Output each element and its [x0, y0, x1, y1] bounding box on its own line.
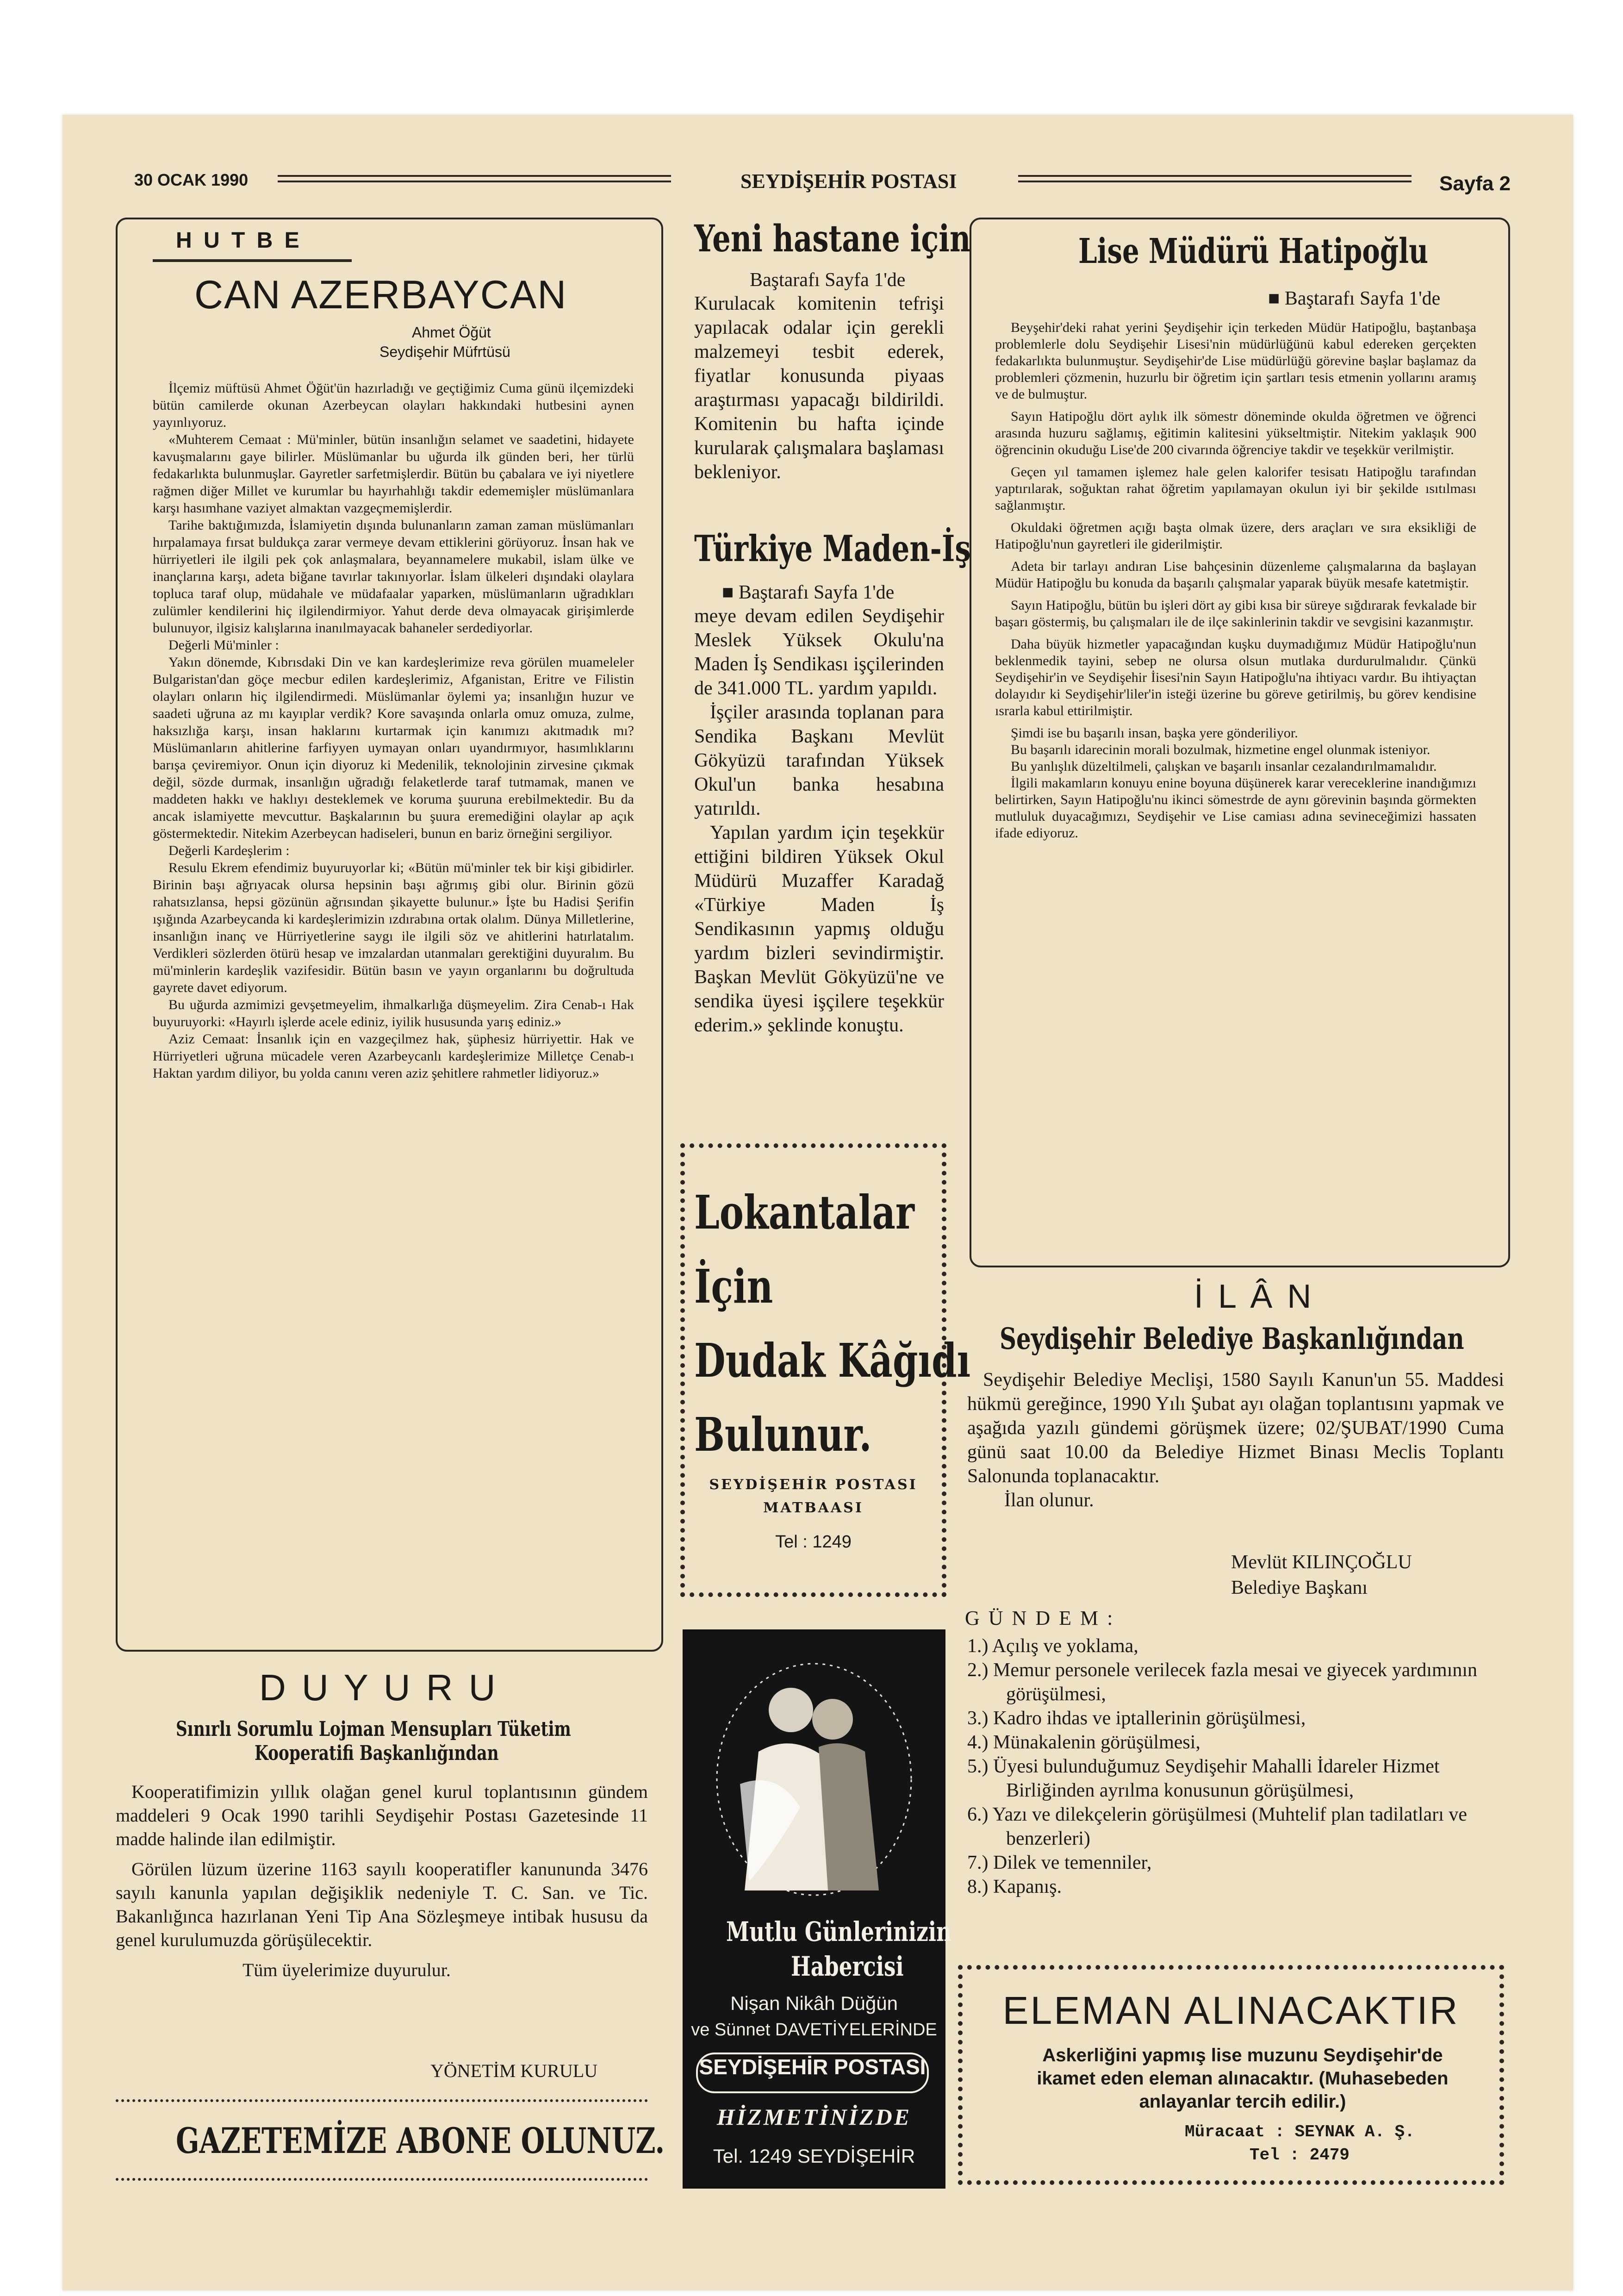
ilan-title: İ L Â N: [1194, 1278, 1314, 1315]
duyuru-paragraph: Tüm üyelerimize duyurulur.: [243, 1959, 451, 1980]
ad-line: ve Sünnet DAVETİYELERİNDE: [691, 2020, 937, 2040]
lise-paragraph: Daha büyük hizmetler yapacağından kuşku duymadığımız Müdür Hatipoğlu'nun beklenmedik tayini, sebep ne olursa olsun mutlaka durdurulmalıdır. Çünkü Seydişehir'in ve Seydişehir İisesi'nin Sayın Hatipoğlu'na ihtiyacı vardır. Bu ihtiyaçtan dolayıdır ki Seydişehir'liler'in isteği üzerine bu göreve getirilmiş, bu görev kendisine ısrarla kabul ettirilmiştir.: [995, 636, 1476, 718]
eleman-phone: Tel : 2479: [1250, 2146, 1350, 2165]
ilan-paragraph: Seydişehir Belediye Meclişi, 1580 Sayılı Kanun'un 55. Maddesi hükmü gereğince, 1990 Yılı Şubat ayı olağan toplantısını yapmak ve aşağıda yazılı gündemi görüşmek üzere; 02/ŞUBAT/1990 Cuma günü saat 10.00 da Belediye Hizmet Binası Meclis Toplantı Salonunda toplanacaktır.: [967, 1369, 1504, 1487]
newspaper-name: SEYDİŞEHİR POSTASI: [740, 170, 957, 193]
ad-line: Nişan Nikâh Düğün: [730, 1992, 898, 2014]
hutbe-paragraph: Tarihe baktığımızda, İslamiyetin dışında bulunanların zaman zaman müslümanları hırpalamaya fırsat buldukça zarar vermeye devam ettiklerini görüyoruz. İnsan hak ve hürriyetleri ile ilgili pek çok anlaşmalara, beyannamelere mukabil, islam ülke ve inançlarına karşı, adeta biğane tavırlar takınıyorlar. İslam ülkeleri dışındaki olaylara topluca taraf olup, müdahale ve müdafaalar yaparken, müslümanların uğradıkları zulümler kendilerini hiç ilgilendirmiyor. Yahut derde deva olmayacak girişimlerde bulunuyor, ilgisiz kalışlarına inanılmayacak bahaneler serdediyorlar.: [153, 518, 634, 636]
hutbe-author-title: Seydişehir Müfrtüsü: [379, 343, 510, 360]
lokanta-ad: [680, 1143, 971, 1597]
ad-line: Lokantalar: [694, 1185, 915, 1240]
eleman-ad: [958, 1965, 1504, 2185]
maden-paragraph: meye devam edilen Seydişehir Meslek Yüksek Okulu'na Maden İş Sendikası işçilerinden de 341.000 TL. yardım yapıldı.: [694, 605, 944, 699]
divider: [116, 2099, 648, 2109]
ad-line: Mutlu Günlerinizin: [726, 1916, 951, 1947]
duyuru-subtitle-1: Sınırlı Sorumlu Lojman Mensupları Tüketim: [176, 1717, 571, 1741]
subscribe-banner: GAZETEMİZE ABONE OLUNUZ.: [176, 2120, 665, 2161]
hutbe-author: Ahmet Öğüt: [412, 324, 491, 341]
lise-paragraph: Bu başarılı idarecinin morali bozulmak, hizmetine engel olunmak isteniyor.: [1011, 742, 1430, 757]
hutbe-paragraph: Resulu Ekrem efendimiz buyuruyorlar ki; «Bütün mü'minler tek bir kişi gibidirler. Birinin başı ağrıyacak olursa hepsinin başı ağrımış gibi olur. Birinin gözü rahatsızlansa, hepsi gözünün ağrısından şikayette bulunur.» İşte bu Hadisi Şerifin ışığında Azarbeycanda ki kardeşlerimizin ızdırabına ortak olalım. Dünya Milletlerine, insanlığın inanç ve Hürriyetlerine saygı ile ilgili söz ve ahitlerini hatırlatalım. Verdikleri sözlerden ötürü hesap ve imzalardan utanmaları gerektiğini duyuralım. Bu mü'minlerin kardeşlik vazifesidir. Bütün basın ve yayın organlarını bu doğrultuda gayrete davet ediyorum.: [153, 860, 634, 995]
hutbe-paragraph: «Muhterem Cemaat : Mü'minler, bütün insanlığın selamet ve saadetini, hidayete kavuşmalarını gaye bilirler. Müslümanlar bu uğurda ilk günden beri, her türlü fedakarlıkta bulunmuşlar. Gayretler sarfetmişlerdir. Bütün bu çabalara ve iyi niyetlere rağmen diğer Millet ve kurumlar bu hayırhahlığı takdir edememişler müslümanlara karşı hasımhane vaziyet almaktan vazgeçmemişlerdir.: [153, 432, 634, 516]
gundem-title: G Ü N D E M :: [965, 1607, 1115, 1629]
ad-phone: Tel : 1249: [775, 1532, 852, 1552]
ad-line: HİZMETİNİZDE: [716, 2104, 912, 2130]
lise-continuation: ■ Baştarafı Sayfa 1'de: [1268, 288, 1441, 309]
duyuru-body: [116, 1780, 648, 1982]
lise-title: Lise Müdürü Hatipoğlu: [1078, 231, 1429, 271]
lise-paragraph: Beyşehir'deki rahat yerini Şeydişehir için terkeden Müdür Hatipoğlu, baştanbaşa problemlerle dolu Seydişehir Lisesi'nin müdürlüğünü kabul edereken gerçekten fedakarlıkta bulunmuştur. Seydişehir'de Lise müdürlüğü görevine başlar başlamaz da problemleri çözmenin, huzurlu bir öğretim için şartları tesis etmenin yollarını aramış ve de bulmuştur.: [995, 320, 1476, 402]
kicker-underline: [153, 259, 352, 262]
wedding-couple-illustration: [684, 1631, 944, 1909]
duyuru-paragraph: Kooperatifimizin yıllık olağan genel kurul toplantısının gündem maddeleri 9 Ocak 1990 tarihli Seydişehir Postası Gazetesinde 11 madde halinde ilan edilmiştir.: [116, 1781, 648, 1849]
ilan-subtitle: Seydişehir Belediye Başkanlığından: [1000, 1322, 1464, 1356]
duyuru-title: D U Y U R U: [259, 1667, 498, 1708]
eleman-body: Askerliğini yapmış lise muzunu Seydişehir'de ikamet eden eleman alınacaktır. (Muhasebeden anlayanlar tercih edilir.): [1037, 2045, 1449, 2112]
duyuru-signature: YÖNETİM KURULU: [430, 2060, 598, 2081]
maden-continuation: ■ Baştarafı Sayfa 1'de: [722, 582, 895, 603]
gundem-item: 2.) Memur personele verilecek fazla mesai ve giyecek yardımının görüşülmesi,: [967, 1660, 1478, 1705]
lise-paragraph: İlgili makamların konuyu enine boyuna düşünerek karar vereceklerine inandığımızı belirtirken, Sayın Hatipoğlu'nu ikinci sömestrde de aynı görevinin başında görmekten mutluluk duyacağımızı, Seydişehir ve Lise camiası adına sevineceğimizi hassaten ifade ediyoruz.: [995, 775, 1476, 841]
lise-body: [995, 319, 1476, 842]
ad-line: Bulunur.: [694, 1407, 872, 1462]
eleman-contact: Müracaat : SEYNAK A. Ş.: [1185, 2122, 1415, 2141]
lise-paragraph: Bu yanlışlık düzeltilmeli, çalışkan ve başarılı insanlar cezalandırılmamalıdır.: [1011, 759, 1437, 774]
maden-title: Türkiye Maden-İş: [694, 528, 971, 570]
ilan-closing: İlan olunur.: [1004, 1490, 1094, 1511]
gundem-item: 3.) Kadro ihdas ve iptallerinin görüşülmesi,: [967, 1708, 1306, 1729]
maden-body: [694, 604, 944, 1037]
maden-paragraph: Yapılan yardım için teşekkür ettiğini bildiren Yüksek Okul Müdürü Muzaffer Karadağ «Türkiye Maden İş Sendikasının yapmış olduğu yardım bizleri sevindirmiştir. Başkan Mevlüt Gökyüzü'ne ve sendika üyesi işçilere teşekkür ederim.» şeklinde konuştu.: [694, 822, 944, 1036]
hastane-continuation: Baştarafı Sayfa 1'de: [750, 269, 906, 291]
ilan-body: [967, 1368, 1504, 1512]
gundem-item: 6.) Yazı ve dilekçelerin görüşülmesi (Muhtelif plan tadilatları ve benzerleri): [967, 1804, 1468, 1849]
ad-line: Dudak Kâğıdı: [694, 1333, 971, 1388]
hutbe-body: [153, 380, 634, 1082]
hutbe-paragraph: Değerli Kardeşlerim :: [168, 843, 290, 858]
ad-firm: MATBAASI: [763, 1500, 864, 1516]
gundem-list: [967, 1634, 1504, 1899]
duyuru-subtitle-2: Kooperatifi Başkanlığından: [255, 1741, 499, 1765]
hutbe-paragraph: İlçemiz müftüsü Ahmet Öğüt'ün hazırladığı ve geçtiğimiz Cuma günü ilçemizdeki bütün camilerde okunan Azerbeycan olayları hakkındaki hutbesini aynen yayınlıyoruz.: [153, 381, 634, 430]
davetiye-ad: [683, 1629, 951, 2189]
hutbe-paragraph: Yakın dönemde, Kıbrısdaki Din ve kan kardeşlerimize reva görülen muameleler Bulgaristan'dan göçe mecbur edilen kardeşlerimiz, Afganistan, Eritre ve Filistin olayları onların hiç ilgilendirmedi. Müslümanlar öylemi ya; insanlığın huzur ve saadeti uğruna az mı kayıplar verdik? Kore savaşında onlarla omuz omuza, zulme, haksızlığa karşı, insan haklarını kurtarmak için kanımızı akıtmadık mı? Müslümanların ahitlerine farfiyyen uymayan onları uyandırmıyor, hasımlıklarını barışa çeviremiyor. Onun için diyoruz ki Medenilik, teknolojinin zirvesine çıkmak değil, sözde durmak, insanlığın uğradığı felaketlerde taraf tutmamak, manen ve maddeten hakkı ve haklıyı desteklemek ve koruma şuuruna erebilmektedir. Bu da ancak islamiyette mevcuttur. Başkalarının bu şuura eremediğini olaylar ap açık göstermektedir. Nitekim Azerbeycan hadiseleri, bunun en bariz örneğini sergiliyor.: [153, 655, 634, 841]
hutbe-title: CAN AZERBAYCAN: [194, 273, 567, 317]
ad-firm-badge: SEYDİŞEHİR POSTASI: [696, 2053, 929, 2093]
divider: [116, 2178, 648, 2187]
lise-paragraph: Okuldaki öğretmen açığı başta olmak üzere, ders araçları ve sıra eksikliği de Hatipoğlu'nun gayretleri ile giderilmiştir.: [995, 520, 1476, 552]
ilan-sign-title: Belediye Başkanı: [1231, 1577, 1368, 1598]
gundem-item: 4.) Münakalenin görüşülmesi,: [967, 1732, 1200, 1753]
issue-date: 30 OCAK 1990: [134, 170, 249, 189]
gundem-item: 1.) Açılış ve yoklama,: [967, 1635, 1138, 1657]
duyuru-paragraph: Görülen lüzum üzerine 1163 sayılı kooperatifler kanununda 3476 sayılı kanunla yapılan değişiklik nedeniyle T. C. San. ve Tic. Bakanlığınca hazırlanan Yeni Tip Ana Sözleşmeye intibak hususu da genel kurulumuzda görüşülecektir.: [116, 1859, 648, 1950]
ad-firm: SEYDİŞEHİR POSTASI: [709, 1477, 918, 1493]
gundem-item: 7.) Dilek ve temenniler,: [967, 1852, 1152, 1873]
gundem-item: 5.) Üyesi bulunduğumuz Seydişehir Mahalli İdareler Hizmet Birliğinden ayrılma konusunun görüşülmesi,: [967, 1756, 1440, 1801]
ad-line: İçin: [694, 1259, 773, 1314]
header-rule-left: [278, 175, 671, 182]
ilan-sign-name: Mevlüt KILINÇOĞLU: [1231, 1552, 1412, 1573]
hutbe-paragraph: Değerli Mü'minler :: [168, 637, 279, 653]
lise-paragraph: Şimdi ise bu başarılı insan, başka yere gönderiliyor.: [1011, 725, 1298, 741]
hastane-title: Yeni hastane için: [694, 217, 971, 260]
lise-paragraph: Sayın Hatipoğlu dört aylık ilk sömestr döneminde okulda öğretmen ve öğrenci arasında huzuru sağlamış, eğitimin kalitesini yükseltmiştir. Nitekim yaklaşık 900 öğrencinin okuduğu Lise'de 200 civarında öğrenciye takdir ve teşekkür verilmiştir.: [995, 409, 1476, 457]
lise-paragraph: Adeta bir tarlayı andıran Lise bahçesinin düzenleme çalışmalarına da başlayan Müdür Hatipoğlu bu konuda da başarılı çalışmalar yaparak büyük mesafe katetmiştir.: [995, 559, 1476, 591]
ad-phone: Tel. 1249 SEYDİŞEHİR: [713, 2145, 915, 2167]
hastane-body: Kurulacak komitenin tefrişi yapılacak odalar için gerekli malzemeyi tesbit ederek, fiyatlar konusunda piyaas araştırması yapacağı bildirildi. Komitenin bu hafta içinde kurularak çalışmalara başlaması bekleniyor.: [694, 293, 944, 483]
page-number: Sayfa 2: [1439, 172, 1511, 195]
lise-paragraph: Geçen yıl tamamen işlemez hale gelen kalorifer tesisatı Hatipoğlu tarafından yaptırılarak, soğuktan rahat öğretim yapılamayan okulun iyi bir şekilde ısıtılması sağlanmıştır.: [995, 464, 1476, 513]
eleman-title: ELEMAN ALINACAKTIR: [1002, 1989, 1460, 2032]
header-rule-right: [1018, 175, 1412, 182]
hutbe-paragraph: Aziz Cemaat: İnsanlık için en vazgeçilmez hak, şüphesiz hürriyettir. Hak ve Hürriyetleri uğruna mücadele veren Azarbeycanlı kardeşlerimize Milletçe Cenab-ı Haktan yardım diliyor, bu yolda canını veren aziz şehitlere rahmetler lidiyoruz.»: [153, 1031, 634, 1081]
gundem-item: 8.) Kapanış.: [967, 1876, 1062, 1897]
hutbe-paragraph: Bu uğurda azmimizi gevşetmeyelim, ihmalkarlığa düşmeyelim. Zira Cenab-ı Hak buyuruyorki: «Hayırlı işlerde acele ediniz, iyilik hususunda yarış ediniz.»: [153, 997, 634, 1029]
maden-paragraph: İşçiler arasında toplanan para Sendika Başkanı Mevlüt Gökyüzü tarafından Yüksek Okul'un banka hesabına yatırıldı.: [694, 702, 944, 819]
lise-paragraph: Sayın Hatipoğlu, bütün bu işleri dört ay gibi kısa bir süreye sığdırarak fevkalade bir başarı göstermiş, bu çalışmaları ile de ilçe sakinlerinin takdir ve sevgisini kazanmıştır.: [995, 598, 1476, 630]
hutbe-kicker: H U T B E: [176, 228, 302, 253]
ad-line: Habercisi: [791, 1951, 904, 1982]
